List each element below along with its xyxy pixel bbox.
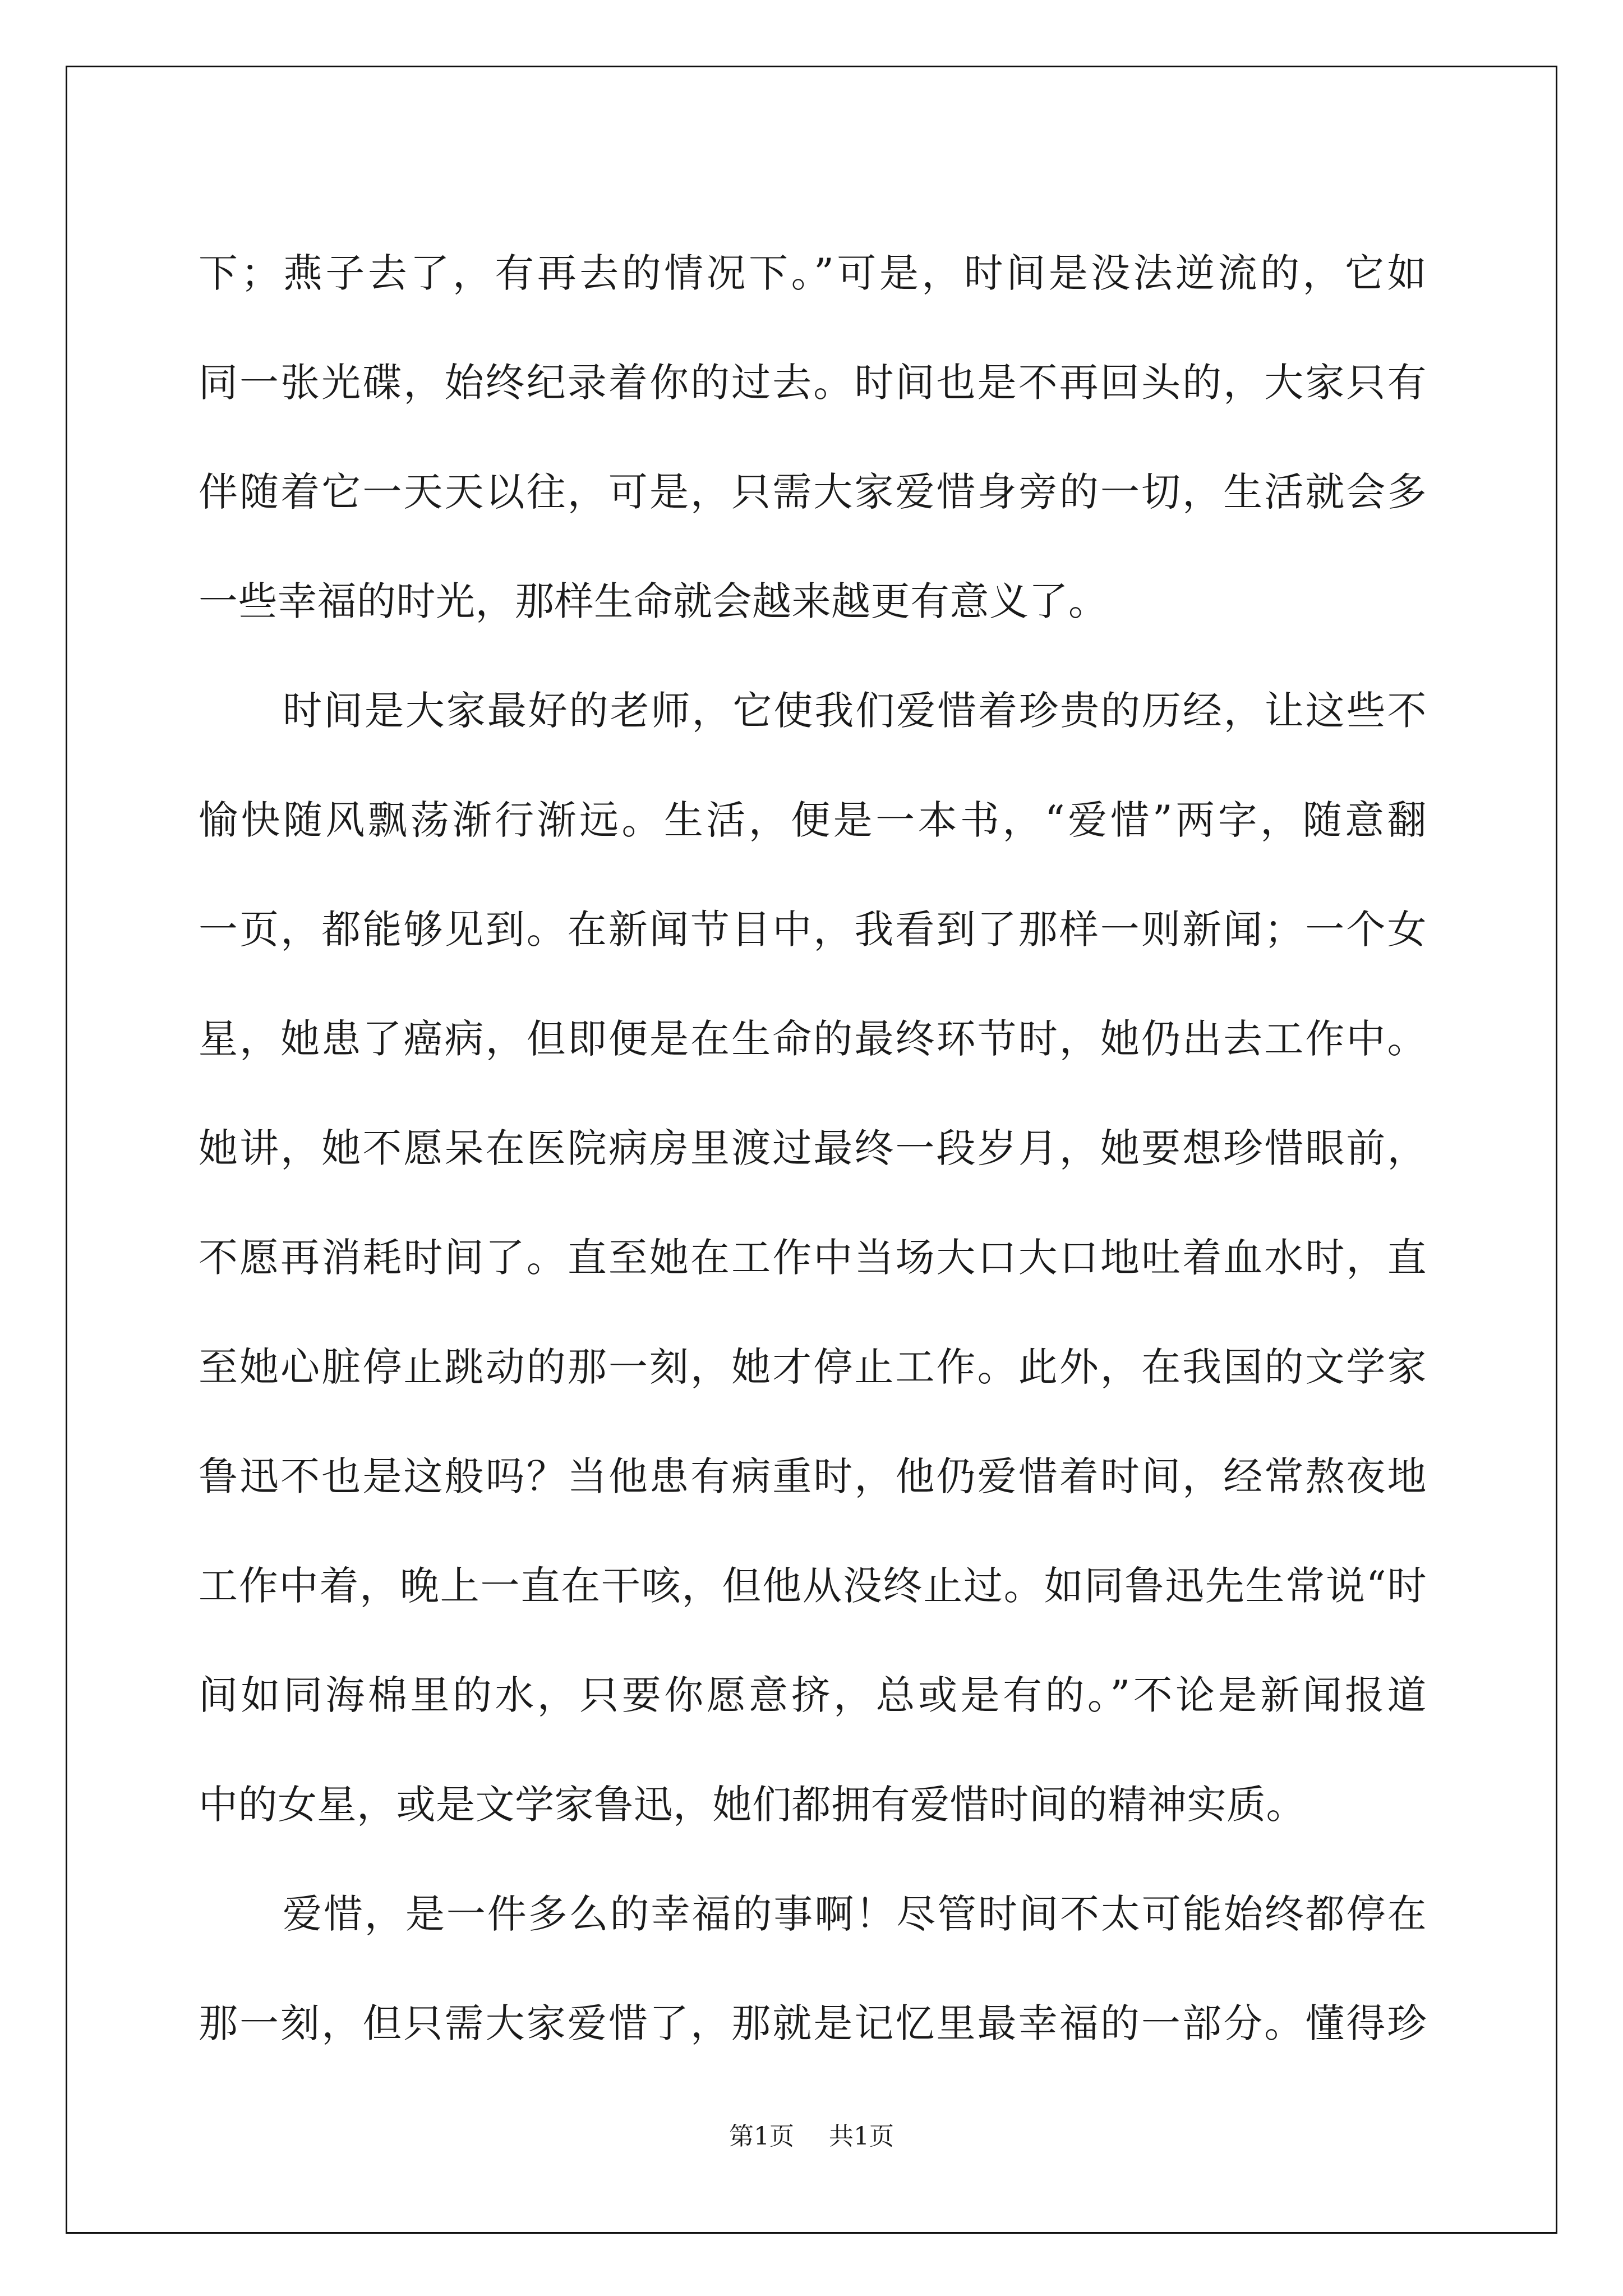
text-line-11: 至她心脏停止跳动的那一刻，她才停止工作。此外，在我国的文学家 (199, 1344, 1427, 1390)
text-line-10: 不愿再消耗时间了。直至她在工作中当场大口大口地吐着血水时，直 (199, 1235, 1427, 1281)
text-line-1: 下；燕子去了，有再去的情况下。”可是，时间是没法逆流的，它如 (199, 250, 1427, 296)
text-line-6: 愉快随风飘荡渐行渐远。生活，便是一本书，“爱惜”两字，随意翻 (199, 797, 1427, 843)
text-line-8: 星，她患了癌病，但即便是在生命的最终环节时，她仍出去工作中。 (199, 1016, 1427, 1062)
page-number-current: 第1页 (729, 2122, 794, 2151)
page-footer (0, 2116, 1623, 2152)
document-body (199, 219, 1427, 2078)
text-line-5: 时间是大家最好的老师，它使我们爱惜着珍贵的历经，让这些不 (283, 688, 1427, 734)
text-line-14: 间如同海棉里的水，只要你愿意挤，总或是有的。”不论是新闻报道 (199, 1672, 1427, 1718)
text-line-4: 一些幸福的时光，那样生命就会越来越更有意义了。 (199, 578, 1108, 624)
text-line-12: 鲁迅不也是这般吗？当他患有病重时，他仍爱惜着时间，经常熬夜地 (199, 1453, 1427, 1499)
text-line-17: 那一刻，但只需大家爱惜了，那就是记忆里最幸福的一部分。懂得珍 (199, 2000, 1427, 2046)
text-line-15: 中的女星，或是文学家鲁迅，她们都拥有爱惜时间的精神实质。 (199, 1782, 1306, 1828)
page-number-total: 共1页 (829, 2122, 894, 2151)
text-line-9: 她讲，她不愿呆在医院病房里渡过最终一段岁月，她要想珍惜眼前， (199, 1125, 1427, 1171)
text-line-16: 爱惜，是一件多么的幸福的事啊！尽管时间不太可能始终都停在 (283, 1891, 1427, 1937)
text-line-2: 同一张光碟，始终纪录着你的过去。时间也是不再回头的，大家只有 (199, 360, 1427, 406)
text-line-3: 伴随着它一天天以往，可是，只需大家爱惜身旁的一切，生活就会多 (199, 469, 1427, 515)
text-line-7: 一页，都能够见到。在新闻节目中，我看到了那样一则新闻；一个女 (199, 907, 1427, 953)
text-line-13: 工作中着，晚上一直在干咳，但他从没终止过。如同鲁迅先生常说“时 (199, 1563, 1427, 1609)
